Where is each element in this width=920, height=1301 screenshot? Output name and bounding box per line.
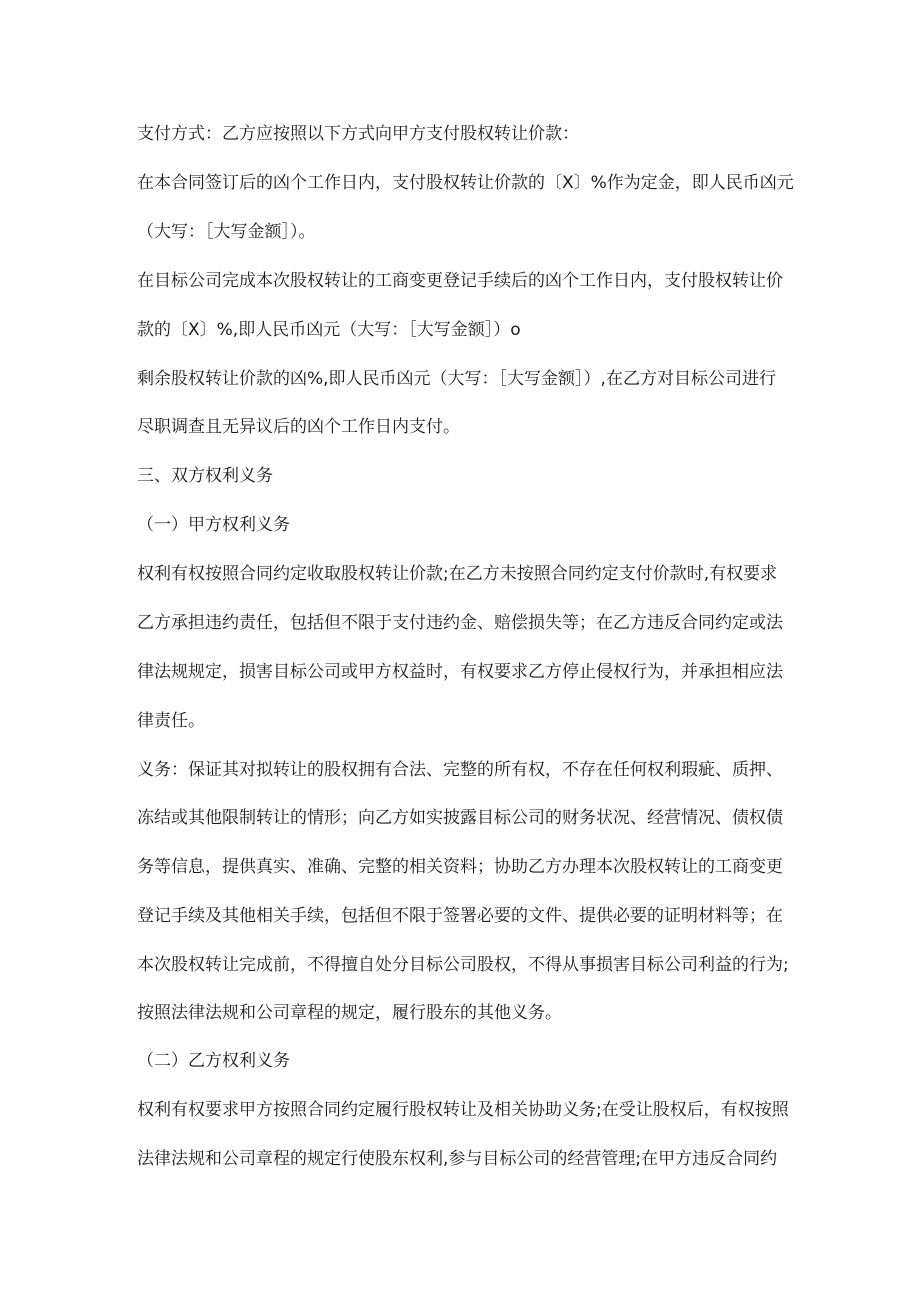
section-three-heading: 三、双方权利义务 <box>137 466 273 486</box>
remaining-payment-line-1: 剩余股权转让价款的凶%,即人民币凶元（大写：［大写金额］）,在乙方对目标公司进行 <box>137 369 776 389</box>
party-a-rights-line-3: 律法规规定，损害目标公司或甲方权益时，有权要求乙方停止侵权行为，并承担相应法 <box>137 662 783 682</box>
party-a-obligations-line-1: 义务：保证其对拟转让的股权拥有合法、完整的所有权，不存在任何权利瑕疵、质押、 <box>137 760 783 780</box>
party-a-obligations-line-4: 登记手续及其他相关手续，包括但不限于签署必要的文件、提供必要的证明材料等；在 <box>137 906 783 926</box>
party-a-subheading: （一）甲方权利义务 <box>137 515 290 535</box>
party-a-obligations-line-5: 本次股权转让完成前，不得擅自处分目标公司股权，不得从事损害目标公司利益的行为; <box>137 955 789 975</box>
party-a-rights-line-2: 乙方承担违约责任，包括但不限于支付违约金、赔偿损失等；在乙方违反合同约定或法 <box>137 613 783 633</box>
party-b-rights-line-2: 法律法规和公司章程的规定行使股东权利,参与目标公司的经营管理;在甲方违反合同约 <box>137 1149 778 1169</box>
party-a-obligations-line-2: 冻结或其他限制转让的情形；向乙方如实披露目标公司的财务状况、经营情况、债权债 <box>137 808 783 828</box>
party-a-rights-line-4: 律责任。 <box>137 711 205 731</box>
remaining-payment-line-2: 尽职调查且无异议后的凶个工作日内支付。 <box>137 417 460 437</box>
party-b-subheading: （二）乙方权利义务 <box>137 1051 290 1071</box>
party-a-obligations-line-3: 务等信息，提供真实、准确、完整的相关资料；协助乙方办理本次股权转让的工商变更 <box>137 857 783 877</box>
deposit-clause-line-1: 在本合同签订后的凶个工作日内，支付股权转让价款的〔X〕%作为定金，即人民币凶元 <box>137 173 794 193</box>
party-b-rights-line-1: 权利有权要求甲方按照合同约定履行股权转让及相关协助义务;在受让股权后，有权按照 <box>137 1100 789 1120</box>
party-a-obligations-line-6: 按照法律法规和公司章程的规定，履行股东的其他义务。 <box>137 1003 562 1023</box>
second-payment-line-2: 款的〔X〕%,即人民币凶元（大写：［大写金额］）o <box>137 320 521 340</box>
second-payment-line-1: 在目标公司完成本次股权转让的工商变更登记手续后的凶个工作日内，支付股权转让价 <box>137 271 783 291</box>
party-a-rights-line-1: 权利有权按照合同约定收取股权转让价款;在乙方未按照合同约定支付价款时,有权要求 <box>137 564 778 584</box>
payment-method-heading: 支付方式：乙方应按照以下方式向甲方支付股权转让价款： <box>137 124 579 144</box>
deposit-clause-line-2: （大写：［大写金额］）。 <box>137 222 316 242</box>
